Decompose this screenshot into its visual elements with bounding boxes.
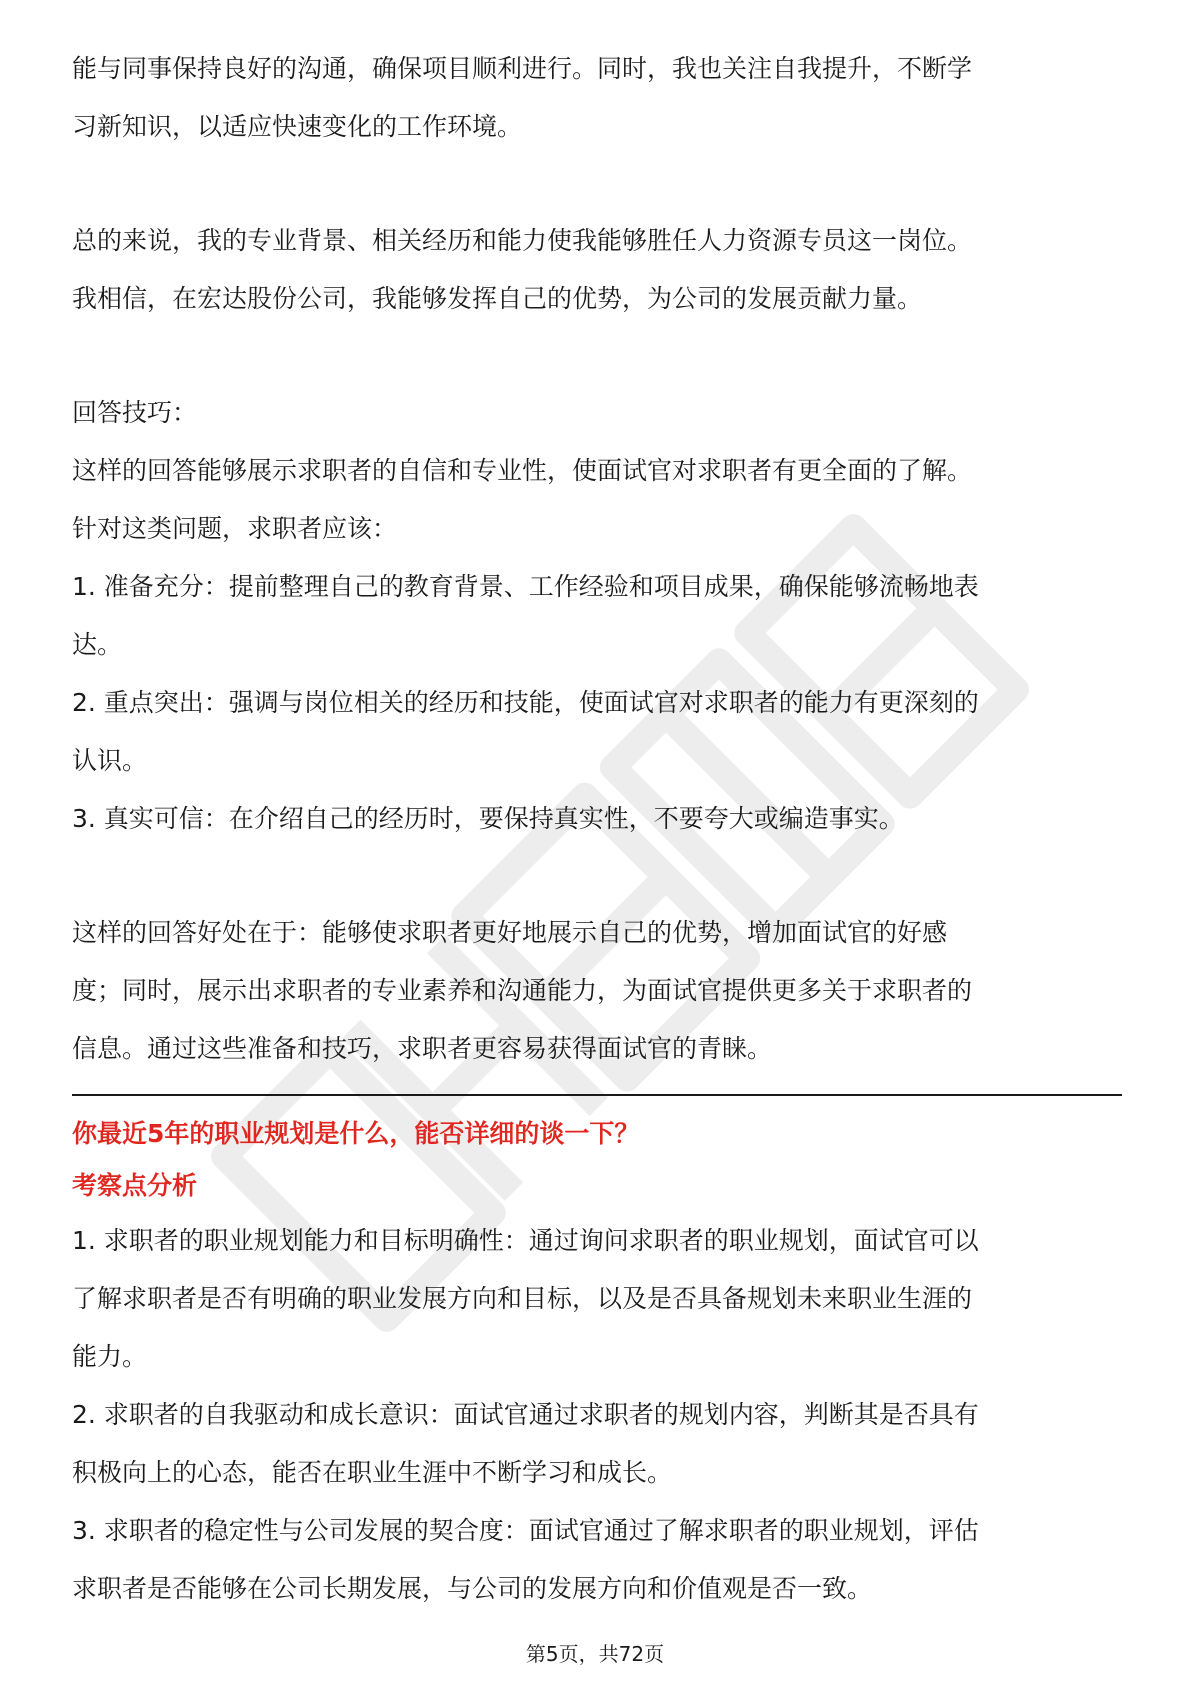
text-line: 达。 — [72, 630, 123, 659]
analysis-item: 3. 求职者的稳定性与公司发展的契合度：面试官通过了解求职者的职业规划，评估 — [72, 1516, 979, 1545]
analysis-item: 2. 求职者的自我驱动和成长意识：面试官通过求职者的规划内容，判断其是否具有 — [72, 1400, 979, 1429]
analysis-heading: 考察点分析 — [72, 1171, 198, 1200]
text-line: 针对这类问题，求职者应该： — [72, 514, 398, 543]
page-number: 第5页，共72页 — [525, 1642, 665, 1666]
text-line: 了解求职者是否有明确的职业发展方向和目标，以及是否具备规划未来职业生涯的 — [72, 1284, 973, 1313]
question-title: 你最近5年的职业规划是什么，能否详细的谈一下？ — [72, 1119, 640, 1148]
tip-item: 2. 重点突出：强调与岗位相关的经历和技能，使面试官对求职者的能力有更深刻的 — [72, 688, 979, 717]
document-body — [72, 40, 1122, 1618]
analysis-item: 1. 求职者的职业规划能力和目标明确性：通过询问求职者的职业规划，面试官可以 — [72, 1226, 979, 1255]
text-line: 求职者是否能够在公司长期发展，与公司的发展方向和价值观是否一致。 — [72, 1574, 873, 1603]
paragraph-intro — [72, 40, 1122, 156]
text-line: 习新知识，以适应快速变化的工作环境。 — [72, 112, 523, 141]
text-line: 我相信，在宏达股份公司，我能够发挥自己的优势，为公司的发展贡献力量。 — [72, 284, 923, 313]
text-line: 这样的回答能够展示求职者的自信和专业性，使面试官对求职者有更全面的了解。 — [72, 456, 973, 485]
tips-heading: 回答技巧： — [72, 398, 198, 427]
tip-item: 1. 准备充分：提前整理自己的教育背景、工作经验和项目成果，确保能够流畅地表 — [72, 572, 979, 601]
text-line: 度；同时，展示出求职者的专业素养和沟通能力，为面试官提供更多关于求职者的 — [72, 976, 973, 1005]
text-line: 积极向上的心态，能否在职业生涯中不断学习和成长。 — [72, 1458, 673, 1487]
text-line: 总的来说，我的专业背景、相关经历和能力使我能够胜任人力资源专员这一岗位。 — [72, 226, 973, 255]
tip-item: 3. 真实可信：在介绍自己的经历时，要保持真实性，不要夸大或编造事实。 — [72, 804, 904, 833]
paragraph-benefit — [72, 904, 1122, 1078]
paragraph-summary — [72, 212, 1122, 328]
text-line: 信息。通过这些准备和技巧，求职者更容易获得面试官的青睐。 — [72, 1034, 773, 1063]
answer-tips-section — [72, 384, 1122, 848]
text-line: 能力。 — [72, 1342, 148, 1371]
question-section — [72, 1108, 1122, 1618]
section-divider — [72, 1094, 1122, 1096]
text-line: 这样的回答好处在于：能够使求职者更好地展示自己的优势，增加面试官的好感 — [72, 918, 948, 947]
text-line: 认识。 — [72, 746, 148, 775]
text-line: 能与同事保持良好的沟通，确保项目顺利进行。同时，我也关注自我提升，不断学 — [72, 54, 973, 83]
